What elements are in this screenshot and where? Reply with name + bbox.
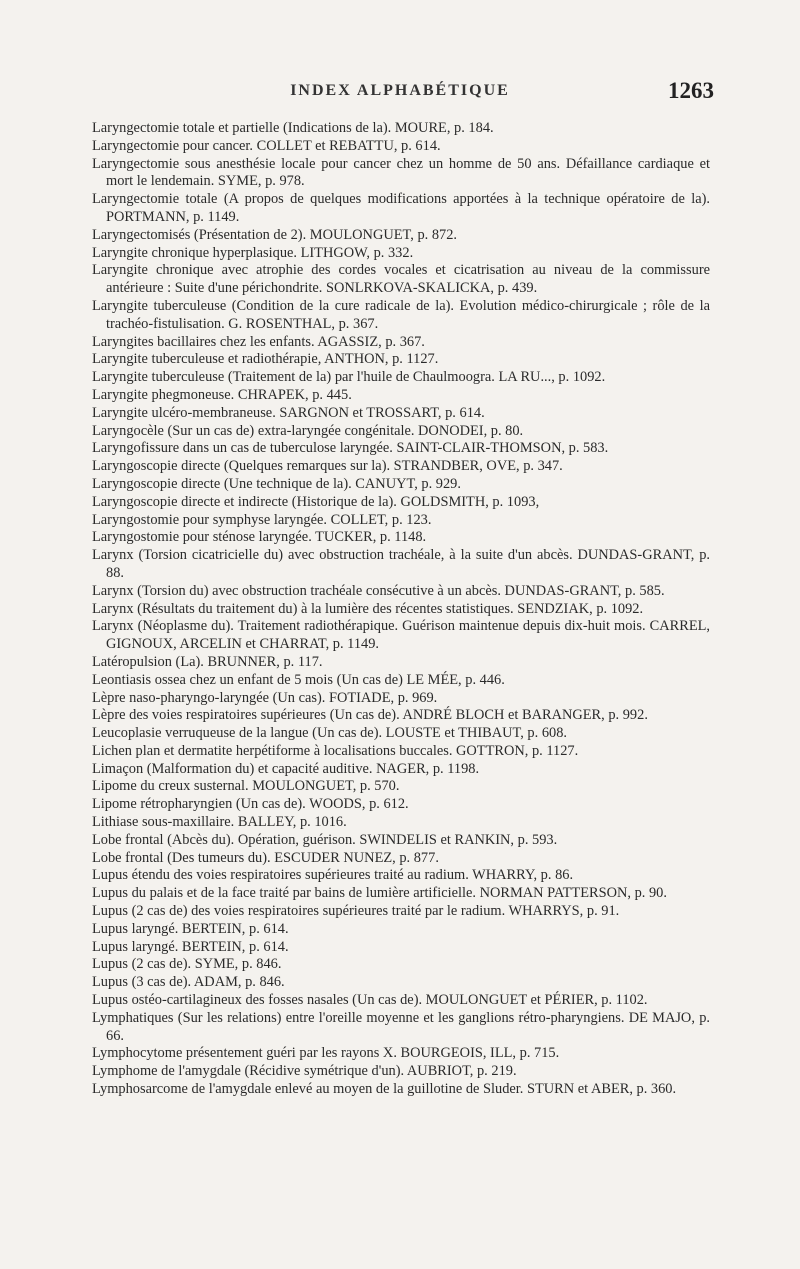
index-entry: Larynx (Torsion cicatricielle du) avec obstruction trachéale, à la suite d'un abcès. DUNDAS-GRANT, p. 88. bbox=[92, 547, 710, 581]
index-entry: Laryngite ulcéro-membraneuse. SARGNON et TROSSART, p. 614. bbox=[92, 404, 485, 421]
index-entry: Laryngite tuberculeuse et radiothérapie, ANTHON, p. 1127. bbox=[92, 351, 439, 368]
index-entry: Laryngectomie totale (A propos de quelques modifications apportées à la technique opératoire de la). PORTMANN, p. 1149. bbox=[92, 191, 710, 225]
index-entry: Lupus (2 cas de) des voies respiratoires supérieures traité par le radium. WHARRYS, p. 91. bbox=[92, 903, 620, 920]
index-entry: Lupus (3 cas de). ADAM, p. 846. bbox=[92, 974, 285, 991]
index-entry: Lupus (2 cas de). SYME, p. 846. bbox=[92, 956, 282, 973]
index-entry: Lupus laryngé. BERTEIN, p. 614. bbox=[92, 938, 289, 955]
index-entry: Laryngostomie pour symphyse laryngée. COLLET, p. 123. bbox=[92, 511, 432, 528]
index-entry: Lichen plan et dermatite herpétiforme à localisations buccales. GOTTRON, p. 1127. bbox=[92, 742, 579, 759]
index-entry: Larynx (Torsion du) avec obstruction trachéale consécutive à un abcès. DUNDAS-GRANT, p. 585. bbox=[92, 582, 665, 599]
index-entry: Laryngofissure dans un cas de tuberculose laryngée. SAINT-CLAIR-THOMSON, p. 583. bbox=[92, 440, 609, 457]
index-entry: Laryngite tuberculeuse (Condition de la cure radicale de la). Evolution médico-chirurgicale ; rôle de la trachéo-fistulisation. G. ROSENTHAL, p. 367. bbox=[92, 297, 710, 332]
index-entry: Lipome du creux susternal. MOULONGUET, p. 570. bbox=[92, 778, 400, 795]
index-entry: Lymphocytome présentement guéri par les rayons X. BOURGEOIS, ILL, p. 715. bbox=[92, 1045, 560, 1062]
index-entry: Leucoplasie verruqueuse de la langue (Un cas de). LOUSTE et THIBAUT, p. 608. bbox=[92, 725, 568, 742]
index-entry: Laryngite phegmoneuse. CHRAPEK, p. 445. bbox=[92, 386, 352, 403]
index-entry: Laryngite chronique avec atrophie des cordes vocales et cicatrisation au niveau de la commissure antérieure : Suite d'une périchondrite. SONLRKOVA-SKALICKA, p. 439. bbox=[92, 262, 710, 297]
index-entries bbox=[92, 120, 710, 1099]
index-entry: Laryngostomie pour sténose laryngée. TUCKER, p. 1148. bbox=[92, 529, 427, 546]
index-entry: Lupus étendu des voies respiratoires supérieures traité au radium. WHARRY, p. 86. bbox=[92, 867, 574, 884]
index-entry: Lupus du palais et de la face traité par bains de lumière artificielle. NORMAN PATTERSON, p. 90. bbox=[92, 885, 667, 902]
page-number: 1263 bbox=[668, 78, 714, 103]
index-entry: Laryngectomie pour cancer. COLLET et REBATTU, p. 614. bbox=[92, 137, 441, 154]
index-entry: Latéropulsion (La). BRUNNER, p. 117. bbox=[92, 653, 323, 670]
index-entry: Laryngocèle (Sur un cas de) extra-laryngée congénitale. DONODEI, p. 80. bbox=[92, 422, 524, 439]
index-entry: Lipome rétropharyngien (Un cas de). WOODS, p. 612. bbox=[92, 796, 409, 813]
index-entry: Larynx (Résultats du traitement du) à la lumière des récentes statistiques. SENDZIAK, p. 1092. bbox=[92, 600, 644, 617]
index-entry: Lèpre naso-pharyngo-laryngée (Un cas). FOTIADE, p. 969. bbox=[92, 689, 438, 706]
index-entry: Laryngite tuberculeuse (Traitement de la) par l'huile de Chaulmoogra. LA RU..., p. 1092. bbox=[92, 369, 606, 386]
index-entry: Laryngoscopie directe (Quelques remarques sur la). STRANDBER, OVE, p. 347. bbox=[92, 458, 563, 475]
index-entry: Lobe frontal (Des tumeurs du). ESCUDER NUNEZ, p. 877. bbox=[92, 849, 439, 866]
index-entry: Lymphatiques (Sur les relations) entre l'oreille moyenne et les ganglions rétro-pharyngiens. DE MAJO, p. 66. bbox=[92, 1009, 710, 1044]
index-entry: Lymphosarcome de l'amygdale enlevé au moyen de la guillotine de Sluder. STURN et ABER, p. 360. bbox=[92, 1081, 677, 1098]
index-entry: Lupus laryngé. BERTEIN, p. 614. bbox=[92, 920, 289, 937]
index-entry: Laryngite chronique hyperplasique. LITHGOW, p. 332. bbox=[92, 244, 414, 261]
index-entry: Lobe frontal (Abcès du). Opération, guérison. SWINDELIS et RANKIN, p. 593. bbox=[92, 831, 558, 848]
index-entry: Lithiase sous-maxillaire. BALLEY, p. 1016. bbox=[92, 814, 347, 831]
index-entry: Laryngoscopie directe et indirecte (Historique de la). GOLDSMITH, p. 1093, bbox=[92, 493, 540, 510]
index-entry: Limaçon (Malformation du) et capacité auditive. NAGER, p. 1198. bbox=[92, 760, 480, 777]
running-title: INDEX ALPHABÉTIQUE bbox=[290, 82, 510, 99]
page-header bbox=[90, 78, 714, 112]
index-entry: Laryngites bacillaires chez les enfants. AGASSIZ, p. 367. bbox=[92, 333, 425, 350]
index-entry: Laryngectomie sous anesthésie locale pour cancer chez un homme de 50 ans. Défaillance cardiaque et mort le lendemain. SYME, p. 978. bbox=[92, 155, 710, 190]
index-entry: Larynx (Néoplasme du). Traitement radiothérapique. Guérison maintenue depuis dix-huit mois. CARREL, GIGNOUX, ARCELIN et CHARRAT, p. 1149. bbox=[92, 618, 710, 653]
index-entry: Laryngectomisés (Présentation de 2). MOULONGUET, p. 872. bbox=[92, 226, 458, 243]
index-entry: Lèpre des voies respiratoires supérieures (Un cas de). ANDRÉ BLOCH et BARANGER, p. 992. bbox=[92, 707, 648, 724]
index-entry: Lymphome de l'amygdale (Récidive symétrique d'un). AUBRIOT, p. 219. bbox=[92, 1063, 517, 1080]
index-entry: Lupus ostéo-cartilagineux des fosses nasales (Un cas de). MOULONGUET et PÉRIER, p. 1102. bbox=[92, 992, 648, 1009]
index-entry: Leontiasis ossea chez un enfant de 5 mois (Un cas de) LE MÉE, p. 446. bbox=[92, 671, 505, 688]
index-entry: Laryngoscopie directe (Une technique de la). CANUYT, p. 929. bbox=[92, 475, 461, 492]
index-entry: Laryngectomie totale et partielle (Indications de la). MOURE, p. 184. bbox=[92, 120, 494, 136]
